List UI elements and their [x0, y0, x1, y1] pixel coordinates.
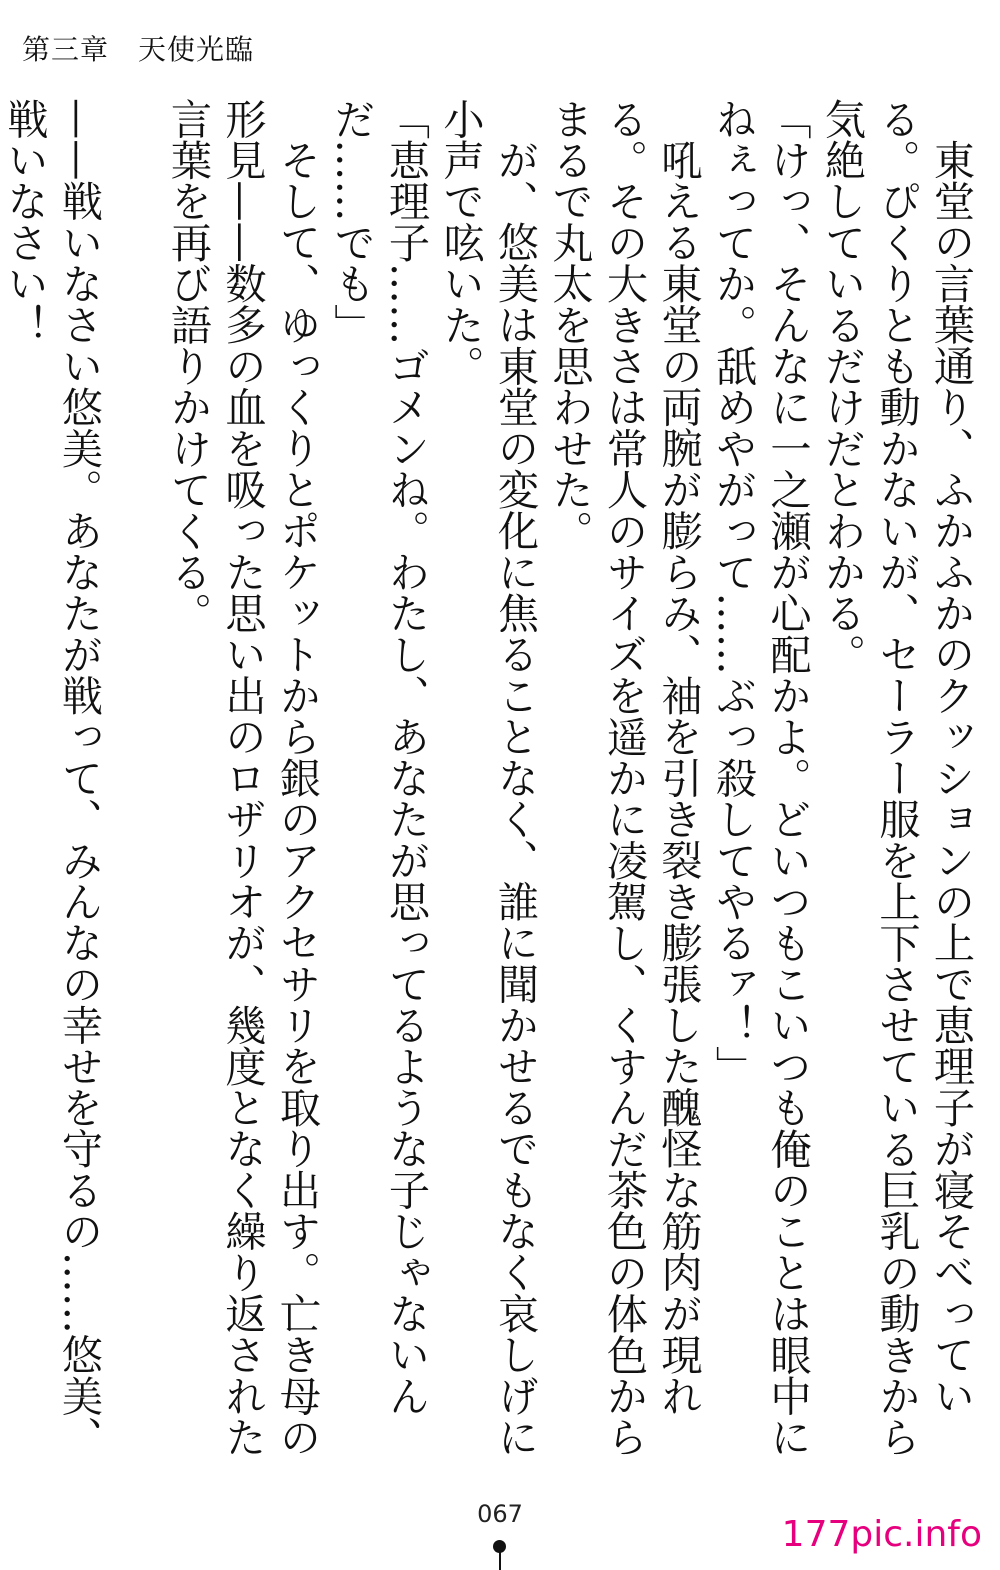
paragraph-4: が、悠美は東堂の変化に焦ることなく、誰に聞かせるでもなく哀しげに小声で呟いた。 — [436, 98, 539, 1458]
paragraph-6: そして、ゆっくりとポケットから銀のアクセサリを取り出す。亡き母の形見——数多の血を吸った思い出のロザリオが、幾度となく繰り返された言葉を再び語りかけてくる。 — [164, 98, 321, 1458]
chapter-title: 第三章 天使光臨 — [22, 33, 255, 66]
watermark: 177pic.info — [781, 1514, 982, 1555]
paragraph-5: 「恵理子……ゴメンね。わたし、あなたが思ってるような子じゃないんだ……でも」 — [327, 98, 430, 1417]
page-marker-dot — [493, 1540, 506, 1553]
body-text — [0, 98, 978, 1476]
paragraph-2: 「けっ、そんなに一之瀬が心配かよ。どいつもこいつも俺のことは眼中にねぇってか。舐めやがって……ぶっ殺してやるァ！」 — [709, 98, 812, 1458]
paragraph-3: 吼える東堂の両腕が膨らみ、袖を引き裂き膨張した醜怪な筋肉が現れる。その大きさは常人のサイズを遥かに凌駕し、くすんだ茶色の体色からまるで丸太を思わせた。 — [545, 98, 703, 1458]
paragraph-1: 東堂の言葉通り、ふかふかのクッションの上で恵理子が寝そべっている。ぴくりとも動かないが、セーラー服を上下させている巨乳の動きから気絶しているだけだとわかる。 — [818, 98, 975, 1458]
paragraph-7: ——戦いなさい悠美。あなたが戦って、みんなの幸せを守るの……悠美、戦いなさい！ — [0, 98, 103, 1458]
page-number: 067 — [477, 1500, 523, 1528]
blank-line-1 — [106, 98, 161, 1476]
